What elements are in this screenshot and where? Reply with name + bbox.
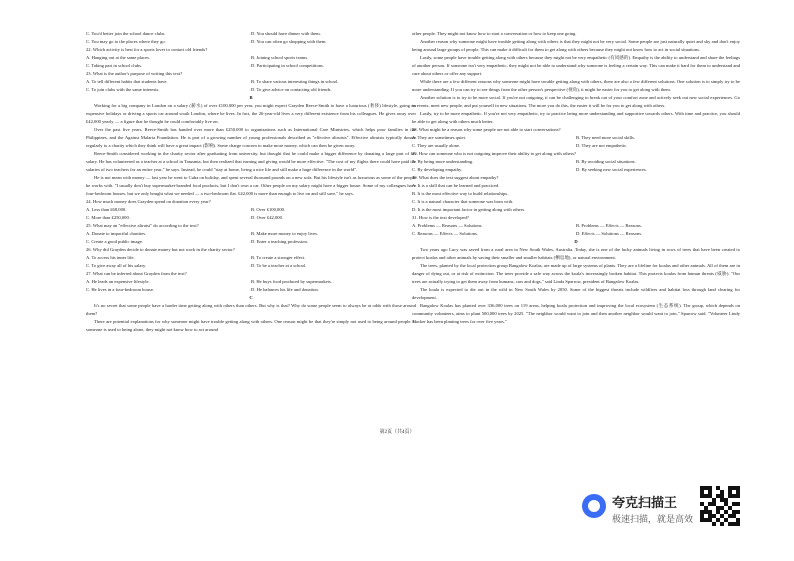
passage-paragraph: other people. They might not know how to start a conversation or how to keep one going. — [412, 31, 577, 36]
left-column — [86, 30, 416, 334]
q27-options: C. He lives in a four-bedroom house. D. He balances his life and donation. — [86, 287, 319, 292]
q24-options: A. Less than £68,000. B. Over £100,000. — [86, 207, 286, 212]
question-25: 25. What may an "effective altruist" do according to the text? — [86, 223, 199, 228]
q23-options: C. To join clubs with the same interests. D. To give advice on contacting old friends. — [86, 87, 332, 92]
q26-options: A. To access his inner life. B. To create a stronger effect. — [86, 255, 306, 260]
question-23: 23. What is the author's purpose of writing this text? — [86, 71, 183, 76]
q25-options: A. Donate to impactful charities. B. Make more money to enjoy lives. — [86, 231, 319, 236]
passage-paragraph: Lastly, some people have trouble getting along with others because they might not be very empathetic (有同感的). Empathy is the ability to understand and share the feelings of another person. If someone isn't very empathetic, they might not be able to understand why someone is feeling a certain way. This can make it hard for them to understand and care about others or offer any support. — [412, 55, 740, 76]
section-c-heading: C — [249, 295, 253, 300]
q29-options: A. By being more understanding. B. By avoiding social situations. — [412, 159, 636, 164]
q29-options: C. By developing empathy. D. By seeking new social experiences. — [412, 167, 647, 172]
page-number: 第2页（共4页） — [379, 430, 415, 435]
passage-paragraph: Two years ago Lucy was saved from a rural area in New South Wales, Australia. Today, she is one of the lucky animals living in rows of trees that have been created to protect koalas and other animals by saving their smaller and smaller habitats (栖息地), or natural environment. — [412, 247, 740, 260]
right-column — [412, 30, 740, 326]
passage-paragraph: Bangalow Koalas has planted over 336,000 trees on 119 areas, helping koala protection and improving the local ecosystem (生态系统). The group, which depends on community volunteers, aims to plant 500,000 trees by 2025. "The neighbor would want to join and then another neighbor would want to join," Sparrow said. "Volunteer Lindy Stacker has been planting trees for over five years." — [412, 303, 740, 324]
prev-options-2: C. You may go to the places where they go. D. You can often go shopping with them. — [86, 39, 327, 44]
q22-options: C. Taking part in school clubs. D. Participating in school competitions. — [86, 63, 324, 68]
question-29: 29. How can someone who is not outgoing improve their ability to get along with others? — [412, 151, 577, 156]
q24-options: C. More than £250,000. D. Over £42,000. — [86, 215, 284, 220]
brand-name: 夸克扫描王 — [612, 495, 678, 510]
q31-options: C. Reasons — Effects — Solutions. D. Effects — Solutions — Reasons. — [412, 231, 643, 236]
question-31: 31. How is the text developed? — [412, 215, 469, 220]
passage-paragraph: The trees, planted by the local protection group Bangalow Koalas, are made up of large systems of plants. They are a lifeline for koalas and other animals. All of them are in danger of dying out, or at risk of extinction. The trees provide a safe way across the koala's increasingly broken habitat. This protects koalas from human threats (威胁). "Our trees are actually trying to get them away from humans, cars and dogs," said Linda Sparrow, president of Bangalow Koalas. — [412, 263, 740, 284]
question-28: 28. What might be a reason why some people are not able to start conversations? — [412, 127, 561, 132]
question-26: 26. Why did Grayden decide to donate money but not work in the charity sector? — [86, 247, 235, 252]
q23-options: A. To tell different habits that students have. B. To share various interesting things in school. — [86, 79, 339, 84]
q27-options: A. He leads an expensive lifestyle. B. He buys food produced by supermarkets. — [86, 279, 332, 284]
passage-paragraph: The koala is expected to die out in the wild in New South Wales by 2050. Some of the biggest threats include wildfires and habitat loss through land clearing for development. — [412, 287, 740, 300]
q25-options: C. Create a good public image. D. Enter a teaching profession. — [86, 239, 308, 244]
q26-options: C. To give away all of his salary. D. To be a teacher at a school. — [86, 263, 307, 268]
prev-options-1: C. You'd better join the school dance clubs. D. You should have dinner with them. — [86, 31, 321, 36]
q30-option-c: C. It is a natural character that someone was born with. — [412, 199, 514, 204]
q30-option-b: B. It is the most effective way to build relationships. — [412, 191, 509, 196]
passage-paragraph: Reece-Smith considered working in the charity sector after graduating from university, but thought that he could make a bigger difference by donating a large part of his salary. He has volunteered as a teacher at a school in Tanzania, but then realized that earning and giving would be more effective. "The cost of my flights there could have paid the salaries of two teachers for an entire year," he says. Instead, he could "stay at home, living a nice life and still make a huge difference in the world". — [86, 151, 416, 172]
question-27: 27. What can be inferred about Grayden from the text? — [86, 271, 187, 276]
q22-options: A. Hanging out at the same places. B. Joining school sports teams. — [86, 55, 309, 60]
question-22: 22. Which activity is best for a sports lover to contact old friends? — [86, 47, 208, 52]
passage-paragraph: Lastly, try to be more empathetic. If you're not very empathetic, try to practice being more understanding and supportive towards others. With time and practice, you should be able to get along with others much better. — [412, 111, 740, 124]
passage-paragraph: Another reason why someone might have trouble getting along with others is that they might not be very social. Some people are just naturally quiet and shy and don't enjoy being around large groups of people. This can make it difficult for them to get along with others because they might not know how to act in social situations. — [412, 39, 740, 52]
passage-paragraph: It's no secret that some people have a harder time getting along with others than others. But why is that? Why do some people seem to always be at odds with those around them? — [86, 303, 416, 316]
section-d-heading: D — [574, 239, 578, 244]
passage-paragraph: Working for a big company in London on a salary (薪水) of over £100,000 per year, you might expect Grayden Reece-Smith to have a luxurious (奢侈) lifestyle, going on expensive holidays or driving a sports car around south London, where he lives. In fact, the 26-year-old lives a very different existence from his colleagues. He gives away over £42,000 yearly — a figure that he thought he could comfortably live on. — [86, 103, 416, 124]
question-30: 30. What does the text suggest about empathy? — [412, 175, 499, 180]
q30-option-a: A. It is a skill that can be learned and practiced. — [412, 183, 500, 188]
passage-paragraph: While there are a few different reasons why someone might have trouble getting along with others, there are also a few different solutions. One solution is to simply try to be more understanding. If you can try to see things from the other person's perspective (视角), it might be easier for you to get along with them. — [412, 79, 740, 92]
scanner-logo-icon — [582, 494, 606, 518]
qr-code-icon — [700, 486, 740, 526]
passage-paragraph: Over the past five years, Reece-Smith has handed over more than £250,000 to organizations such as International Care Ministries, which helps poor families in the Philippines, and the Against Malaria Foundation. He is part of a growing number of young professionals described as "effective altruists". Effective altruists typically donate regularly to a charity which they think will have a great impact (影响). Some charge concern to make more money, which can then be given away. — [86, 127, 416, 148]
section-b-heading: B — [249, 95, 253, 100]
passage-paragraph: Another solution is to try to be more social. If you're not outgoing, it can be challenging to break out of your comfort zone and actively seek out new social experiences. Go to events, meet new people, and put yourself in new situations. The more you do this, the easier it will be for you to get along with others. — [412, 95, 740, 108]
passage-paragraph: He is not mean with money — last year he went to Cuba on holiday, and spent several thousand pounds on a new sofa. But his lifestyle isn't as luxurious as some of the people he works with. "I usually don't buy supermarket-branded food products, but I don't own a car. Other people on my salary might have a bigger house. Some of my colleagues have four-bedroom houses, but we only bought what we needed — a two-bedroom flat. £42,000 is more than enough to live on and still save," he says. — [86, 175, 416, 196]
passage-paragraph: There are potential explanations for why someone might have trouble getting along with others. One reason might be that they're simply not used to being around people. If someone is used to being alone, they might not know how to act around — [86, 319, 416, 332]
q30-option-d: D. It is the most important factor in getting along with others. — [412, 207, 526, 212]
q31-options: A. Problems — Reasons — Solutions. B. Problems — Effects — Reasons. — [412, 223, 642, 228]
brand-slogan: 极速扫描，就是高效 — [612, 514, 694, 524]
q28-options: C. They are usually alone. D. They are not empathetic. — [412, 143, 628, 148]
question-24: 24. How much money does Grayden spend on donation every year? — [86, 199, 211, 204]
q28-options: A. They are sometimes quiet. B. They need more social skills. — [412, 135, 635, 140]
